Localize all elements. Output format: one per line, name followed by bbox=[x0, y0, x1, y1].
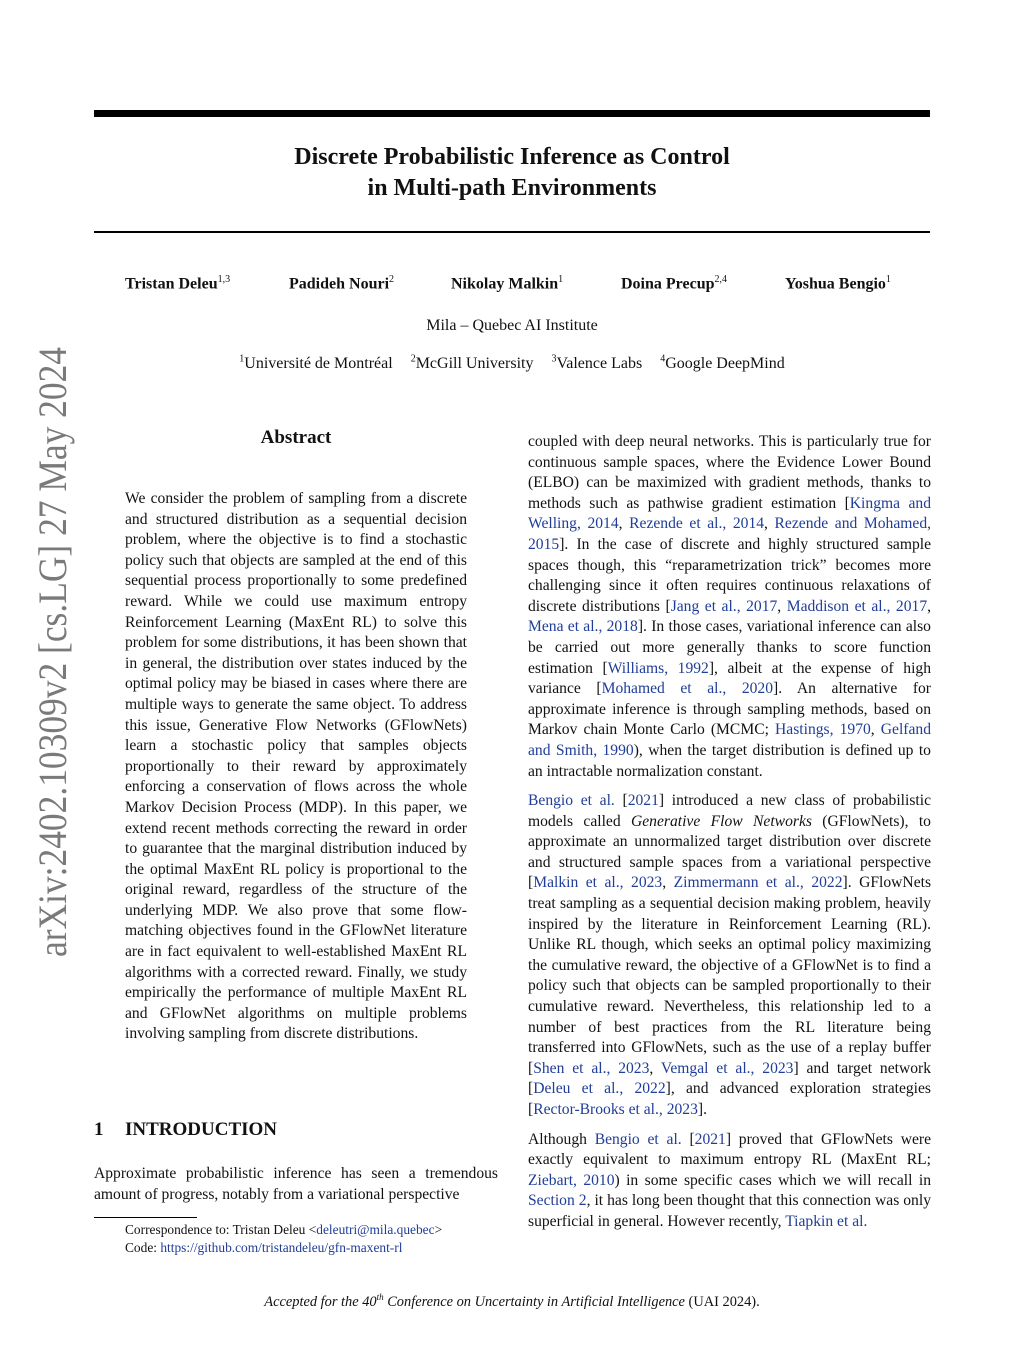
text-run: (GFlowNets), to approximate an unnormalized target distribution over discrete and structured sample spaces from a variational perspective [ bbox=[528, 812, 931, 892]
citation-link[interactable]: Vemgal et al., 2023 bbox=[660, 1059, 794, 1077]
author-2: Padideh Nouri$^2$ bbox=[289, 274, 395, 293]
right-paragraph-2 bbox=[528, 791, 931, 1121]
citation-link[interactable]: Kingma and Welling, 2014 bbox=[528, 494, 931, 533]
paper-title bbox=[94, 142, 930, 204]
title-rule bbox=[94, 231, 930, 233]
text-run: ]. An alternative for approximate inference is through sampling methods, based on Markov chain Monte Carlo (MCMC; bbox=[528, 680, 931, 739]
author-3: Nikolay Malkin$^1$ bbox=[451, 274, 564, 293]
text-run: ) in some specific cases which we will recall in bbox=[614, 1171, 931, 1189]
text-run: ]. In those cases, variational inference can also be carried out more generally thanks to score function estimation [ bbox=[528, 618, 931, 677]
affiliation-4: $^4$Google DeepMind bbox=[660, 354, 785, 373]
text-run: , bbox=[927, 597, 932, 615]
text-run: ]. bbox=[697, 1101, 707, 1118]
title-line-1: Discrete Probabilistic Inference as Control bbox=[294, 144, 730, 170]
footnote-code: Code: https://github.com/tristandeleu/gfn-maxent-rl bbox=[125, 1240, 403, 1255]
text-run: Although bbox=[528, 1130, 595, 1148]
citation-link[interactable]: 2021 bbox=[627, 792, 659, 810]
top-rule bbox=[94, 110, 930, 117]
right-column bbox=[528, 432, 931, 1242]
abstract-heading: Abstract bbox=[260, 427, 332, 448]
author-1: Tristan Deleu$^{1,3}$ bbox=[125, 274, 231, 293]
text-run: , bbox=[777, 597, 787, 615]
text-run: , bbox=[764, 515, 775, 533]
text-run: ] introduced a new class of probabilistic models called bbox=[528, 792, 931, 830]
citation-link[interactable]: Jang et al., 2017 bbox=[670, 597, 778, 615]
affiliation-3: $^3$Valence Labs bbox=[551, 354, 643, 373]
citation-link[interactable]: Maddison et al., 2017 bbox=[786, 597, 928, 615]
citation-link[interactable]: Gelfand and Smith, 1990 bbox=[528, 721, 932, 759]
affiliation-1: $^1$Université de Montréal bbox=[239, 354, 393, 373]
text-run: [ bbox=[614, 792, 628, 810]
text-run: [ bbox=[681, 1130, 695, 1148]
citation-link[interactable]: 2021 bbox=[694, 1130, 726, 1148]
citation-link[interactable]: Rezende et al., 2014 bbox=[629, 515, 765, 533]
text-run: ], albeit at the expense of high variance [ bbox=[528, 659, 932, 698]
email-link[interactable]: deleutri@mila.quebec bbox=[316, 1222, 435, 1237]
footnote-rule bbox=[94, 1217, 197, 1218]
citation-link[interactable]: Bengio et al. bbox=[528, 792, 615, 810]
citation-link[interactable]: Rezende and Mohamed, 2015 bbox=[528, 515, 932, 553]
citation-link[interactable]: Deleu et al., 2022 bbox=[533, 1080, 666, 1098]
section-heading-introduction bbox=[94, 1119, 277, 1141]
citation-link[interactable]: Ziebart, 2010 bbox=[528, 1171, 615, 1189]
title-line-2: in Multi-path Environments bbox=[367, 175, 657, 201]
citation-link[interactable]: Rector-Brooks et al., 2023 bbox=[533, 1101, 698, 1118]
text-run: , bbox=[649, 1059, 661, 1077]
text-run: , bbox=[662, 874, 674, 892]
arxiv-stamp-text: arXiv:2402.10309v2 [cs.LG] 27 May 2024 bbox=[30, 345, 75, 957]
citation-link[interactable]: Hastings, 1970 bbox=[775, 721, 871, 739]
conference-footer: Accepted for the 40th Conference on Uncertainty in Artificial Intelligence (UAI 2024). bbox=[264, 1292, 760, 1310]
affiliation-2: $^2$McGill University bbox=[410, 354, 534, 373]
footnote bbox=[125, 1221, 442, 1257]
text-run: ]. GFlowNets treat sampling as a sequential decision making problem, heavily inspired by the literature in Reinforcement Learning (RL). Unlike RL though, which seeks an optimal policy maximizing the cumulative reward, the objective of a GFlowNet is to find a policy such that objects can be sampled proportionally to their cumulative reward. Nevertheless, this relationship led to a number of best practices from the RL literature being transferred into GFlowNets, such as the use of a replay buffer [ bbox=[528, 874, 932, 1077]
citation-link[interactable]: Malkin et al., 2023 bbox=[533, 874, 663, 892]
citation-link[interactable]: Williams, 1992 bbox=[607, 659, 709, 677]
citation-link[interactable]: Bengio et al. bbox=[594, 1130, 682, 1148]
author-4: Doina Precup$^{2,4}$ bbox=[621, 274, 727, 293]
right-paragraph-3 bbox=[528, 1130, 931, 1233]
section-title: INTRODUCTION bbox=[125, 1119, 278, 1140]
emphasis-text: Generative Flow Networks bbox=[630, 812, 812, 830]
text-run: ] proved that GFlowNets were exactly equivalent to maximum entropy RL (MaxEnt RL; bbox=[528, 1130, 932, 1169]
institute: Mila – Quebec AI Institute bbox=[426, 317, 598, 334]
text-run: ], and advanced exploration strategies [ bbox=[528, 1080, 931, 1118]
affiliations bbox=[94, 354, 930, 373]
text-run: , bbox=[870, 721, 881, 739]
section-number: 1 bbox=[94, 1119, 104, 1140]
arxiv-stamp bbox=[10, 345, 80, 975]
text-run: coupled with deep neural networks. This is particularly true for continuous sample spaces, where the Evidence Lower Bound (ELBO) can be maximized with gradient methods, thanks to methods such as pathwise gradient estimation [ bbox=[528, 433, 931, 512]
citation-link[interactable]: Mohamed et al., 2020 bbox=[601, 680, 774, 698]
citation-link[interactable]: Tiapkin et al. bbox=[785, 1212, 868, 1230]
text-run: , it has long been thought that this connection was only superficial in general. However recently, bbox=[528, 1192, 931, 1230]
text-run: ] and target network [ bbox=[528, 1059, 932, 1098]
citation-link[interactable]: Section 2 bbox=[528, 1192, 587, 1210]
arxiv-stamp-graphic bbox=[10, 345, 80, 975]
text-run: ), when the target distribution is defined up to an intractable normalization constant. bbox=[528, 741, 931, 780]
code-url-link[interactable]: https://github.com/tristandeleu/gfn-maxent-rl bbox=[160, 1240, 403, 1255]
citation-link[interactable]: Mena et al., 2018 bbox=[528, 618, 638, 636]
text-run: ]. In the case of discrete and highly structured sample spaces though, this “reparametrization trick” becomes more challenging since it often requires continuous relaxations of discrete distributions [ bbox=[528, 535, 931, 615]
introduction-paragraph: Approximate probabilistic inference has seen a tremendous amount of progress, notably from a variational perspective bbox=[94, 1165, 498, 1203]
right-paragraph-1 bbox=[528, 432, 931, 782]
footnote-correspondence: Correspondence to: Tristan Deleu <deleutri@mila.quebec> bbox=[125, 1222, 443, 1237]
citation-link[interactable]: Zimmermann et al., 2022 bbox=[673, 874, 843, 892]
citation-link[interactable]: Shen et al., 2023 bbox=[533, 1059, 650, 1077]
author-5: Yoshua Bengio$^1$ bbox=[785, 274, 891, 293]
abstract-body: We consider the problem of sampling from a discrete and structured distribution as a sequential decision problem, where the objective is to find a stochastic policy such that objects are sampled at the end of this sequential process proportionally to some predefined reward. While we could use maximum entropy Reinforcement Learning (MaxEnt RL) to solve this problem for some distributions, it has been shown that in general, the distribution over states induced by the optimal policy may be biased in cases where there are multiple ways to generate the same object. To address this issue, Generative Flow Networks (GFlowNets) learn a stochastic policy that samples objects proportionally to their reward by approximately enforcing a conservation of flows across the whole Markov Decision Process (MDP). In this paper, we extend recent methods correcting the reward in order to guarantee that the marginal distribution induced by the optimal MaxEnt RL policy is proportional to the original reward, regardless of the structure of the underlying MDP. We also prove that some flow-matching objectives found in the GFlowNet literature are in fact equivalent to well-established MaxEnt RL algorithms with a corrected reward. Finally, we study empirically the performance of multiple MaxEnt RL and GFlowNet algorithms on multiple problems involving sampling from discrete distributions. bbox=[125, 490, 467, 1043]
text-run: , bbox=[618, 515, 630, 533]
